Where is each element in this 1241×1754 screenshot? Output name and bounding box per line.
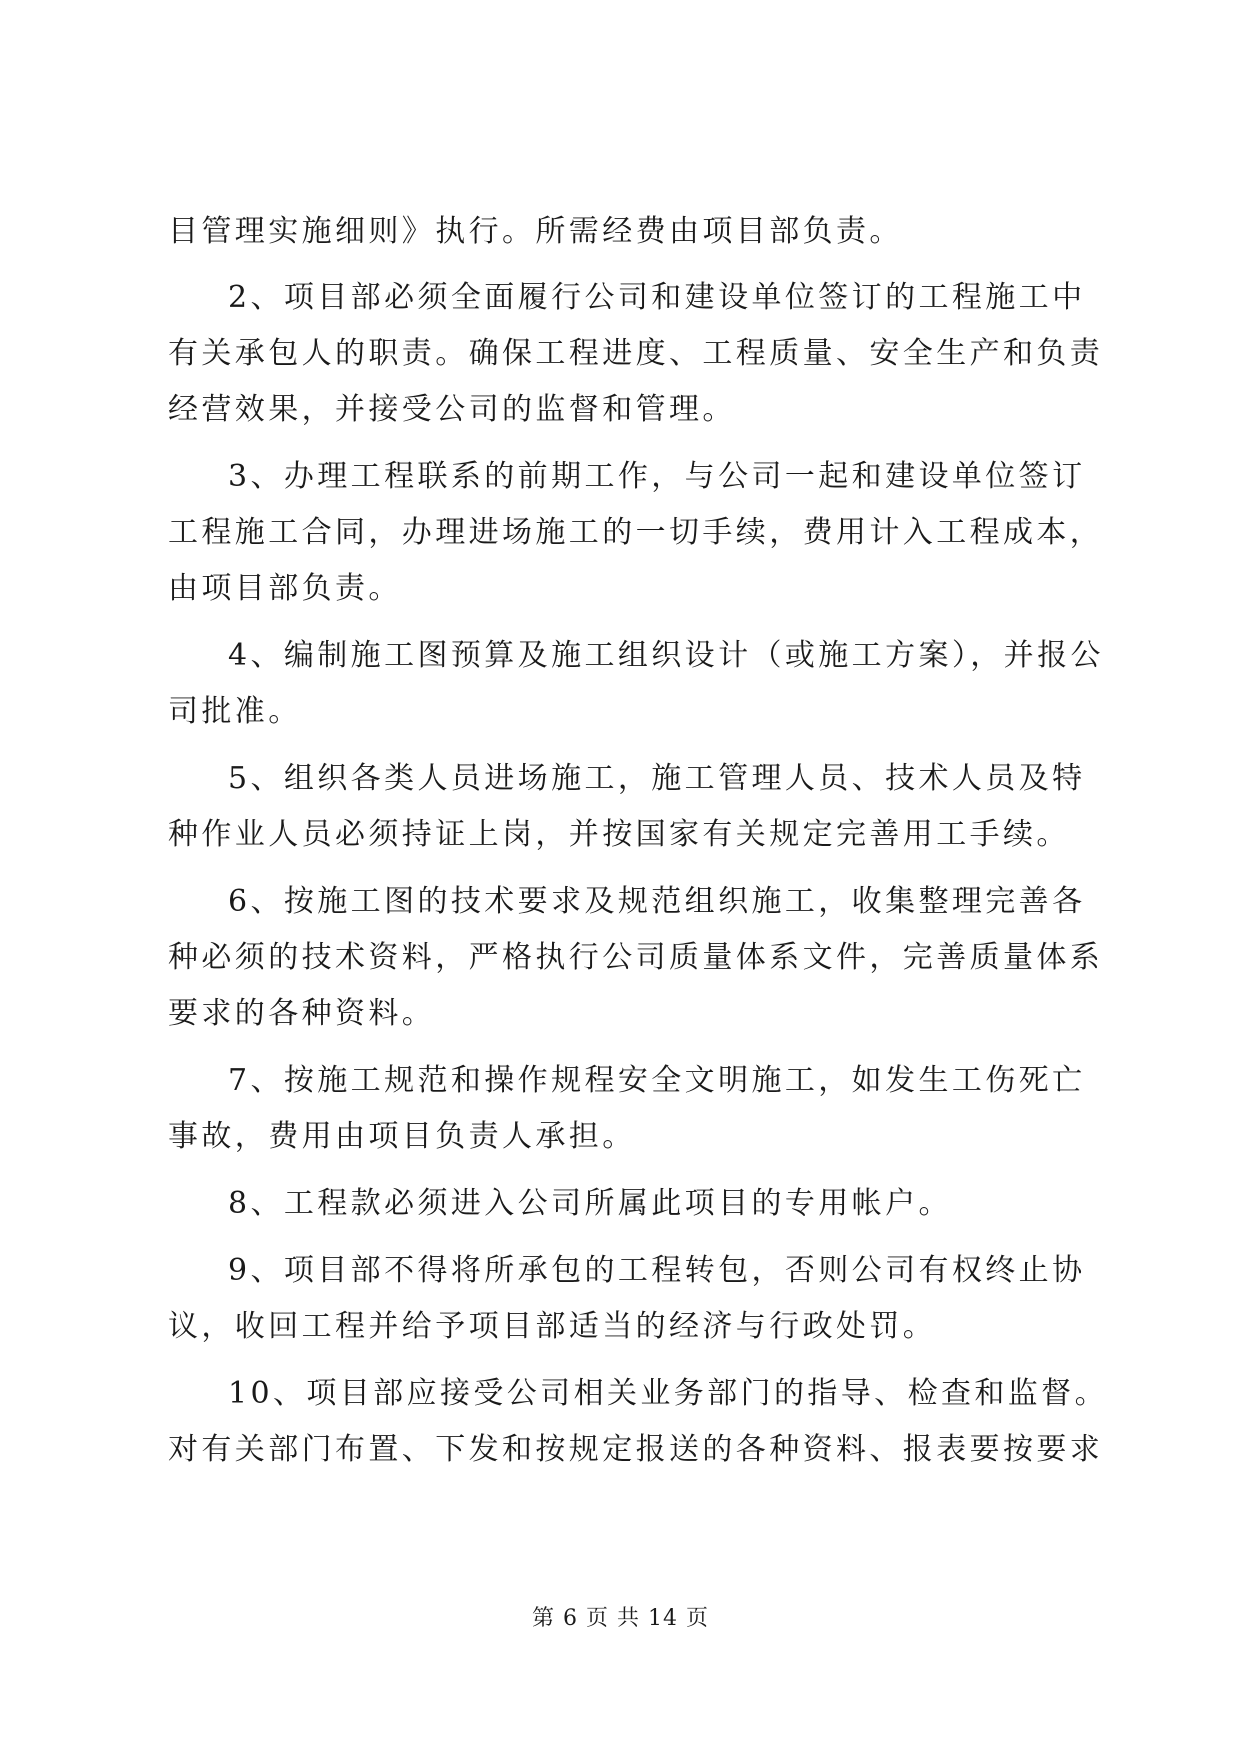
- item-8-line: 8、工程款必须进入公司所属此项目的专用帐户。: [228, 1186, 952, 1221]
- item-5-line: 5、组织各类人员进场施工，施工管理人员、技术人员及特: [228, 761, 1086, 796]
- item-3-line: 3、办理工程联系的前期工作，与公司一起和建设单位签订: [228, 459, 1086, 494]
- item-4-line: 4、编制施工图预算及施工组织设计（或施工方案），并报公: [228, 638, 1104, 673]
- body-text-line: 种作业人员必须持证上岗，并按国家有关规定完善用工手续。: [168, 817, 1070, 852]
- item-7-line: 7、按施工规范和操作规程安全文明施工，如发生工伤死亡: [228, 1063, 1086, 1098]
- body-text-line: 经营效果，并接受公司的监督和管理。: [168, 392, 736, 427]
- body-text-line: 议，收回工程并给予项目部适当的经济与行政处罚。: [168, 1309, 937, 1344]
- item-6-line: 6、按施工图的技术要求及规范组织施工，收集整理完善各: [228, 884, 1086, 919]
- body-text-line: 工程施工合同，办理进场施工的一切手续，费用计入工程成本，: [168, 515, 1104, 550]
- body-text-line: 有关承包人的职责。确保工程进度、工程质量、安全生产和负责: [168, 336, 1104, 371]
- item-9-line: 9、项目部不得将所承包的工程转包，否则公司有权终止协: [228, 1253, 1086, 1288]
- item-10-line: 10、项目部应接受公司相关业务部门的指导、检查和监督。: [228, 1376, 1108, 1411]
- body-text-line: 司批准。: [168, 694, 302, 729]
- body-text-line: 对有关部门布置、下发和按规定报送的各种资料、报表要按要求: [168, 1432, 1104, 1467]
- item-2-line: 2、项目部必须全面履行公司和建设单位签订的工程施工中: [228, 280, 1086, 315]
- body-text-line: 要求的各种资料。: [168, 996, 436, 1031]
- body-text-line: 目管理实施细则》执行。所需经费由项目部负责。: [168, 214, 903, 249]
- body-text-line: 事故，费用由项目负责人承担。: [168, 1119, 636, 1154]
- body-text-line: 种必须的技术资料，严格执行公司质量体系文件，完善质量体系: [168, 940, 1104, 975]
- body-text-line: 由项目部负责。: [168, 571, 402, 606]
- page-number-footer: 第 6 页 共 14 页: [532, 1606, 709, 1631]
